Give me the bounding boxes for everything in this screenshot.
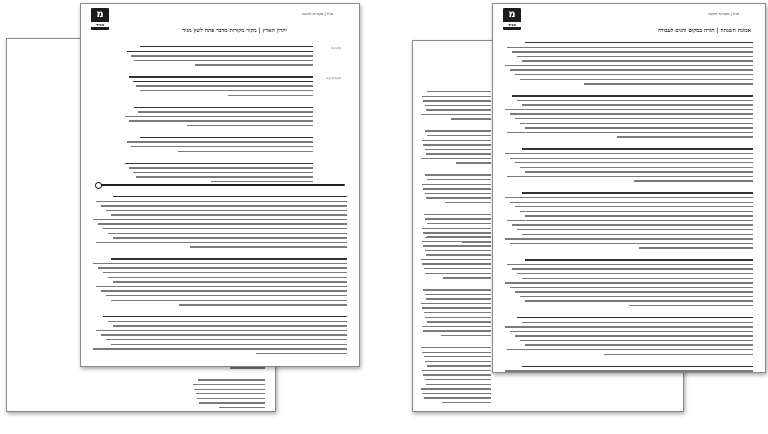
text-line: [125, 99, 313, 100]
text-line: [125, 116, 313, 117]
text-line: [193, 372, 265, 373]
text-line: [425, 174, 491, 175]
text-line: [256, 353, 347, 354]
text-line: [140, 90, 313, 91]
text-line: [190, 246, 347, 247]
text-line: [423, 232, 491, 233]
text-line: [505, 141, 753, 142]
text-line: [228, 95, 313, 96]
text-line: [505, 65, 753, 66]
source-text-block: [125, 46, 313, 185]
text-line: [634, 180, 753, 181]
text-line: [510, 113, 753, 114]
text-line: [445, 202, 491, 203]
section-divider: [99, 184, 345, 186]
text-line: [422, 263, 491, 264]
text-line: [422, 370, 491, 371]
text-line: [101, 205, 347, 206]
text-line: [421, 259, 491, 260]
text-line: [125, 155, 313, 156]
text-line: [425, 218, 491, 219]
document-page-front-left: [80, 3, 360, 367]
text-line: [517, 317, 753, 318]
text-line: [425, 273, 491, 274]
text-line: [103, 228, 347, 229]
text-line: [425, 105, 492, 106]
body-text-block: [421, 236, 491, 406]
text-line: [427, 236, 491, 237]
text-line: [427, 91, 491, 92]
text-line: [525, 215, 753, 216]
text-line: [456, 162, 491, 163]
text-line: [133, 81, 313, 82]
text-line: [421, 123, 491, 124]
text-line: [507, 176, 753, 177]
text-line: [422, 352, 491, 353]
text-line: [127, 51, 313, 52]
text-line: [194, 389, 265, 390]
publisher-logo: [91, 8, 109, 30]
text-line: [584, 83, 753, 84]
text-line: [424, 214, 491, 215]
text-line: [219, 407, 265, 408]
text-line: [129, 167, 313, 168]
text-line: [617, 136, 753, 137]
text-line: [96, 242, 347, 243]
text-line: [520, 340, 753, 341]
text-line: [427, 223, 491, 224]
text-line: [505, 238, 753, 239]
text-line: [199, 402, 265, 403]
text-line: [423, 245, 491, 246]
text-line: [520, 167, 753, 168]
text-line: [423, 144, 491, 145]
text-line: [140, 137, 313, 138]
text-line: [131, 55, 313, 56]
text-line: [505, 370, 753, 371]
text-line: [93, 251, 347, 252]
text-line: [96, 286, 347, 287]
text-line: [421, 158, 491, 159]
text-line: [421, 303, 491, 304]
text-line: [522, 148, 753, 149]
text-line: [140, 46, 313, 47]
text-line: [425, 361, 491, 362]
text-line: [230, 367, 265, 368]
text-line: [195, 64, 313, 65]
text-line: [422, 307, 491, 308]
text-line: [510, 331, 753, 332]
text-line: [425, 250, 492, 251]
text-line: [442, 402, 491, 403]
text-line: [604, 354, 753, 355]
text-line: [133, 172, 313, 173]
text-line: [522, 104, 753, 105]
text-line: [125, 69, 313, 70]
text-line: [134, 60, 313, 61]
text-line: [187, 125, 313, 126]
text-line: [421, 207, 491, 208]
logo-subtext: מגיד: [91, 22, 109, 27]
text-line: [106, 339, 347, 340]
logo-subtext: מגיד: [503, 22, 521, 27]
text-line: [425, 130, 491, 131]
text-line: [525, 42, 753, 43]
text-line: [507, 264, 753, 265]
text-line: [427, 321, 491, 322]
text-line: [425, 149, 492, 150]
page-title: יתרון הארץ | מקור מקורות מדבר פתח לשון מגיד: [182, 28, 287, 34]
text-line: [193, 384, 265, 385]
text-line: [125, 163, 313, 164]
text-line: [129, 76, 313, 77]
text-line: [125, 129, 313, 130]
text-line: [423, 374, 491, 375]
text-line: [422, 326, 491, 327]
text-line: [629, 305, 753, 306]
text-line: [179, 304, 347, 305]
text-line: [525, 300, 753, 301]
text-line: [505, 282, 753, 283]
text-line: [425, 317, 491, 318]
text-line: [101, 334, 347, 335]
text-line: [131, 146, 313, 147]
text-line: [425, 294, 492, 295]
margin-note: מקורות עיון: [326, 76, 341, 80]
text-line: [111, 344, 347, 345]
text-line: [505, 109, 753, 110]
text-line: [505, 358, 753, 359]
text-line: [525, 171, 753, 172]
text-line: [507, 349, 753, 350]
text-line: [517, 56, 753, 57]
text-line: [522, 234, 753, 235]
text-line: [512, 224, 753, 225]
text-line: [136, 176, 313, 177]
text-line: [512, 95, 753, 96]
text-line: [178, 151, 313, 152]
text-line: [515, 291, 753, 292]
text-line: [522, 322, 753, 323]
text-line: [505, 197, 753, 198]
text-line: [113, 325, 347, 326]
text-line: [520, 123, 753, 124]
text-line: [426, 298, 491, 299]
text-line: [421, 347, 491, 348]
text-line: [93, 263, 347, 264]
text-line: [426, 384, 491, 385]
text-line: [108, 277, 347, 278]
text-line: [103, 316, 347, 317]
text-line: [522, 60, 753, 61]
body-text-block: [421, 91, 491, 246]
text-line: [510, 243, 753, 244]
text-line: [522, 278, 753, 279]
text-line: [106, 210, 347, 211]
text-line: [505, 310, 753, 311]
text-line: [525, 127, 753, 128]
logo-letter: מ: [96, 9, 104, 20]
text-line: [136, 85, 313, 86]
text-line: [441, 335, 491, 336]
text-line: [422, 393, 491, 394]
text-line: [515, 206, 753, 207]
text-line: [505, 252, 753, 253]
text-line: [525, 344, 753, 345]
text-line: [510, 69, 753, 70]
text-line: [421, 282, 491, 283]
text-line: [422, 140, 491, 141]
text-line: [505, 326, 753, 327]
text-line: [443, 277, 491, 278]
text-line: [515, 335, 753, 336]
text-line: [520, 79, 753, 80]
text-line: [424, 312, 491, 313]
text-line: [515, 162, 753, 163]
text-line: [425, 379, 492, 380]
text-line: [423, 188, 491, 189]
text-line: [98, 223, 347, 224]
text-line: [421, 388, 491, 389]
text-line: [113, 196, 347, 197]
text-line: [525, 259, 753, 260]
text-line: [512, 268, 753, 269]
margin-note: מקורות: [331, 46, 341, 50]
text-line: [421, 114, 491, 115]
text-line: [111, 258, 347, 259]
text-line: [520, 211, 753, 212]
text-line: [427, 135, 491, 136]
text-line: [423, 330, 491, 331]
text-line: [197, 398, 265, 399]
text-line: [421, 340, 491, 341]
article-text-block: [505, 42, 753, 373]
publisher-logo: [503, 8, 521, 30]
text-line: [196, 393, 265, 394]
text-line: [517, 273, 753, 274]
text-line: [425, 193, 492, 194]
text-line: [424, 268, 491, 269]
text-line: [424, 356, 491, 357]
text-line: [427, 365, 491, 366]
text-line: [426, 153, 491, 154]
text-line: [512, 51, 753, 52]
text-line: [505, 88, 753, 89]
text-line: [96, 330, 347, 331]
text-line: [507, 220, 753, 221]
text-line: [639, 247, 753, 248]
text-line: [515, 74, 753, 75]
text-line: [522, 366, 753, 367]
logo-letter: מ: [508, 9, 516, 20]
text-line: [422, 96, 491, 97]
text-line: [507, 47, 753, 48]
text-line: [98, 267, 347, 268]
text-line: [129, 120, 313, 121]
text-line: [522, 192, 753, 193]
text-line: [520, 296, 753, 297]
commentary-text-block: [93, 196, 347, 357]
text-line: [510, 287, 753, 288]
text-line: [421, 167, 491, 168]
text-line: [427, 179, 491, 180]
page-title: אמונת השגחה | תורה במקום והנים לעבודה: [657, 28, 751, 34]
text-line: [422, 228, 491, 229]
text-line: [426, 197, 491, 198]
text-line: [422, 241, 491, 242]
text-line: [134, 107, 313, 108]
text-line: [507, 132, 753, 133]
text-line: [101, 290, 347, 291]
text-line: [96, 201, 347, 202]
text-line: [93, 309, 347, 310]
text-line: [510, 202, 753, 203]
text-line: [103, 272, 347, 273]
text-line: [517, 100, 753, 101]
text-line: [113, 281, 347, 282]
page-header: מגיד | מקורות לשיעור: [301, 12, 333, 16]
text-line: [108, 233, 347, 234]
text-line: [108, 321, 347, 322]
text-line: [127, 141, 313, 142]
text-line: [93, 348, 347, 349]
text-line: [423, 289, 491, 290]
text-line: [426, 109, 491, 110]
text-line: [93, 219, 347, 220]
text-line: [111, 214, 347, 215]
text-line: [111, 300, 347, 301]
text-line: [517, 229, 753, 230]
text-line: [422, 184, 491, 185]
document-page-front-right: [492, 3, 766, 373]
text-line: [505, 153, 753, 154]
text-line: [510, 158, 753, 159]
text-line: [424, 397, 491, 398]
text-line: [451, 118, 491, 119]
text-line: [211, 181, 313, 182]
text-line: [515, 118, 753, 119]
text-line: [505, 185, 753, 186]
text-line: [426, 254, 491, 255]
text-line: [423, 100, 491, 101]
text-line: [138, 111, 313, 112]
text-line: [106, 295, 347, 296]
page-header: מגיד | מקורות לשיעור: [707, 12, 739, 16]
text-line: [198, 379, 265, 380]
text-line: [113, 237, 347, 238]
